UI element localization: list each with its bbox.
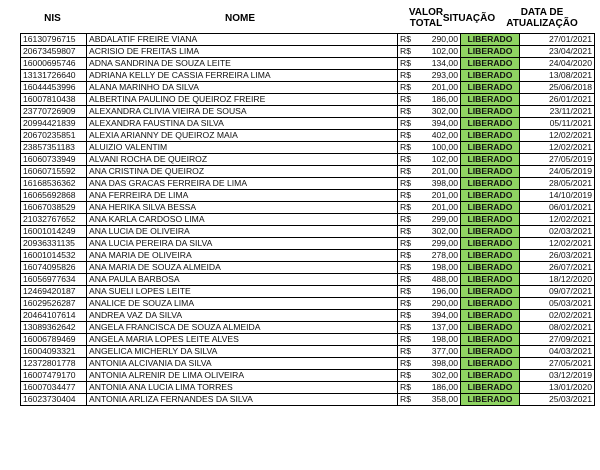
amount: 186,00	[431, 94, 458, 104]
cell-nome: ANA LUCIA DE OLIVEIRA	[87, 226, 398, 238]
cell-situacao-badge: LIBERADO	[461, 46, 520, 58]
amount: 402,00	[431, 130, 458, 140]
cell-data-atualizacao: 03/12/2019	[520, 370, 595, 382]
currency-symbol: R$	[400, 262, 411, 272]
cell-nome: ANA FERREIRA DE LIMA	[87, 190, 398, 202]
table-row	[21, 154, 595, 166]
cell-nis: 16006789469	[21, 334, 87, 346]
table-row	[21, 310, 595, 322]
cell-valor	[398, 238, 461, 250]
table-row	[21, 58, 595, 70]
cell-data-atualizacao: 27/05/2021	[520, 358, 595, 370]
cell-data-atualizacao: 12/02/2021	[520, 130, 595, 142]
currency-symbol: R$	[400, 46, 411, 56]
cell-nis: 16168536362	[21, 178, 87, 190]
cell-data-atualizacao: 27/05/2019	[520, 154, 595, 166]
cell-nis: 16001014532	[21, 250, 87, 262]
cell-nis: 16007810438	[21, 94, 87, 106]
cell-valor	[398, 226, 461, 238]
table-row	[21, 286, 595, 298]
cell-nis: 20994421839	[21, 118, 87, 130]
cell-valor	[398, 154, 461, 166]
table-row	[21, 382, 595, 394]
cell-valor	[398, 190, 461, 202]
currency-symbol: R$	[400, 94, 411, 104]
cell-situacao-badge: LIBERADO	[461, 166, 520, 178]
cell-nome: ANA SUELI LOPES LEITE	[87, 286, 398, 298]
cell-nis: 16130796715	[21, 34, 87, 46]
cell-valor	[398, 346, 461, 358]
table-row	[21, 106, 595, 118]
amount: 186,00	[431, 382, 458, 392]
cell-valor	[398, 250, 461, 262]
cell-situacao-badge: LIBERADO	[461, 154, 520, 166]
cell-nome: ANGELA MARIA LOPES LEITE ALVES	[87, 334, 398, 346]
cell-nome: ACRISIO DE FREITAS LIMA	[87, 46, 398, 58]
table-row	[21, 238, 595, 250]
table-row	[21, 46, 595, 58]
cell-nome: ALEXIA ARIANNY DE QUEIROZ MAIA	[87, 130, 398, 142]
table-row	[21, 70, 595, 82]
amount: 394,00	[431, 118, 458, 128]
amount: 201,00	[431, 190, 458, 200]
cell-situacao-badge: LIBERADO	[461, 34, 520, 46]
cell-data-atualizacao: 23/11/2021	[520, 106, 595, 118]
amount: 290,00	[431, 298, 458, 308]
cell-nis: 12372801778	[21, 358, 87, 370]
cell-nome: ALVANI ROCHA DE QUEIROZ	[87, 154, 398, 166]
cell-nome: ANA MARIA DE SOUZA ALMEIDA	[87, 262, 398, 274]
cell-situacao-badge: LIBERADO	[461, 274, 520, 286]
cell-nis: 16007479170	[21, 370, 87, 382]
cell-situacao-badge: LIBERADO	[461, 250, 520, 262]
cell-situacao-badge: LIBERADO	[461, 286, 520, 298]
header-nis: NIS	[44, 12, 61, 24]
cell-nis: 23857351183	[21, 142, 87, 154]
cell-nis: 13089362642	[21, 322, 87, 334]
currency-symbol: R$	[400, 358, 411, 368]
cell-data-atualizacao: 05/03/2021	[520, 298, 595, 310]
cell-data-atualizacao: 26/01/2021	[520, 94, 595, 106]
cell-situacao-badge: LIBERADO	[461, 298, 520, 310]
cell-nome: ANA PAULA BARBOSA	[87, 274, 398, 286]
cell-situacao-badge: LIBERADO	[461, 310, 520, 322]
table-row	[21, 202, 595, 214]
cell-data-atualizacao: 13/08/2021	[520, 70, 595, 82]
table-body	[21, 34, 595, 406]
cell-valor	[398, 130, 461, 142]
beneficiaries-table	[20, 33, 595, 406]
cell-nis: 20464107614	[21, 310, 87, 322]
table-row	[21, 94, 595, 106]
cell-data-atualizacao: 24/05/2019	[520, 166, 595, 178]
currency-symbol: R$	[400, 178, 411, 188]
cell-nis: 16001014249	[21, 226, 87, 238]
amount: 293,00	[431, 70, 458, 80]
cell-situacao-badge: LIBERADO	[461, 226, 520, 238]
cell-nis: 20670235851	[21, 130, 87, 142]
currency-symbol: R$	[400, 214, 411, 224]
cell-valor	[398, 34, 461, 46]
cell-data-atualizacao: 02/03/2021	[520, 226, 595, 238]
amount: 100,00	[431, 142, 458, 152]
table-header	[20, 4, 580, 32]
cell-nome: ANA HERIKA SILVA BESSA	[87, 202, 398, 214]
cell-valor	[398, 394, 461, 406]
cell-situacao-badge: LIBERADO	[461, 178, 520, 190]
table-row	[21, 370, 595, 382]
cell-valor	[398, 214, 461, 226]
currency-symbol: R$	[400, 298, 411, 308]
currency-symbol: R$	[400, 382, 411, 392]
cell-situacao-badge: LIBERADO	[461, 334, 520, 346]
amount: 290,00	[431, 34, 458, 44]
table-row	[21, 358, 595, 370]
cell-situacao-badge: LIBERADO	[461, 118, 520, 130]
currency-symbol: R$	[400, 70, 411, 80]
cell-nis: 16065692868	[21, 190, 87, 202]
cell-situacao-badge: LIBERADO	[461, 142, 520, 154]
cell-nome: ANTONIA ALCIVANIA DA SILVA	[87, 358, 398, 370]
cell-nome: ANA CRISTINA DE QUEIROZ	[87, 166, 398, 178]
cell-nis: 16023730404	[21, 394, 87, 406]
cell-nis: 16000695746	[21, 58, 87, 70]
table-row	[21, 394, 595, 406]
cell-situacao-badge: LIBERADO	[461, 106, 520, 118]
cell-valor	[398, 310, 461, 322]
currency-symbol: R$	[400, 190, 411, 200]
cell-valor	[398, 178, 461, 190]
cell-data-atualizacao: 27/01/2021	[520, 34, 595, 46]
amount: 134,00	[431, 58, 458, 68]
cell-data-atualizacao: 14/10/2019	[520, 190, 595, 202]
amount: 201,00	[431, 202, 458, 212]
cell-nis: 16060715592	[21, 166, 87, 178]
table-row	[21, 250, 595, 262]
cell-nome: ANA DAS GRACAS FERREIRA DE LIMA	[87, 178, 398, 190]
currency-symbol: R$	[400, 250, 411, 260]
amount: 278,00	[431, 250, 458, 260]
cell-data-atualizacao: 26/07/2021	[520, 262, 595, 274]
amount: 299,00	[431, 238, 458, 248]
cell-valor	[398, 370, 461, 382]
currency-symbol: R$	[400, 274, 411, 284]
amount: 398,00	[431, 178, 458, 188]
header-data-atualizacao: DATA DE ATUALIZAÇÃO	[506, 7, 578, 29]
cell-nome: ANDREA VAZ DA SILVA	[87, 310, 398, 322]
table-row	[21, 322, 595, 334]
cell-valor	[398, 262, 461, 274]
cell-valor	[398, 286, 461, 298]
cell-nome: ANA KARLA CARDOSO LIMA	[87, 214, 398, 226]
cell-situacao-badge: LIBERADO	[461, 382, 520, 394]
cell-nis: 20673459807	[21, 46, 87, 58]
amount: 394,00	[431, 310, 458, 320]
cell-situacao-badge: LIBERADO	[461, 358, 520, 370]
cell-valor	[398, 358, 461, 370]
cell-nis: 12469420187	[21, 286, 87, 298]
cell-situacao-badge: LIBERADO	[461, 82, 520, 94]
cell-nis: 16044453996	[21, 82, 87, 94]
amount: 198,00	[431, 262, 458, 272]
currency-symbol: R$	[400, 394, 411, 404]
currency-symbol: R$	[400, 154, 411, 164]
cell-nome: ALUIZIO VALENTIM	[87, 142, 398, 154]
cell-valor	[398, 382, 461, 394]
currency-symbol: R$	[400, 226, 411, 236]
cell-nome: ALEXANDRA FAUSTINA DA SILVA	[87, 118, 398, 130]
amount: 201,00	[431, 166, 458, 176]
cell-situacao-badge: LIBERADO	[461, 190, 520, 202]
amount: 302,00	[431, 370, 458, 380]
amount: 488,00	[431, 274, 458, 284]
cell-nome: ANA LUCIA PEREIRA DA SILVA	[87, 238, 398, 250]
amount: 198,00	[431, 334, 458, 344]
cell-data-atualizacao: 26/03/2021	[520, 250, 595, 262]
cell-valor	[398, 202, 461, 214]
amount: 201,00	[431, 82, 458, 92]
cell-nome: ANGELICA MICHERLY DA SILVA	[87, 346, 398, 358]
cell-valor	[398, 82, 461, 94]
table-row	[21, 346, 595, 358]
cell-data-atualizacao: 12/02/2021	[520, 214, 595, 226]
cell-nis: 16060733949	[21, 154, 87, 166]
table-row	[21, 214, 595, 226]
cell-nome: ADNA SANDRINA DE SOUZA LEITE	[87, 58, 398, 70]
currency-symbol: R$	[400, 370, 411, 380]
cell-nome: ALANA MARINHO DA SILVA	[87, 82, 398, 94]
cell-valor	[398, 106, 461, 118]
currency-symbol: R$	[400, 106, 411, 116]
currency-symbol: R$	[400, 166, 411, 176]
table-row	[21, 142, 595, 154]
amount: 102,00	[431, 46, 458, 56]
cell-nome: ANALICE DE SOUZA LIMA	[87, 298, 398, 310]
table-row	[21, 118, 595, 130]
header-nome: NOME	[225, 12, 255, 24]
cell-situacao-badge: LIBERADO	[461, 130, 520, 142]
currency-symbol: R$	[400, 130, 411, 140]
table-row	[21, 130, 595, 142]
currency-symbol: R$	[400, 58, 411, 68]
cell-data-atualizacao: 06/01/2021	[520, 202, 595, 214]
amount: 196,00	[431, 286, 458, 296]
table-row	[21, 274, 595, 286]
currency-symbol: R$	[400, 286, 411, 296]
table-row	[21, 178, 595, 190]
cell-situacao-badge: LIBERADO	[461, 394, 520, 406]
table-row	[21, 166, 595, 178]
cell-nome: ANGELA FRANCISCA DE SOUZA ALMEIDA	[87, 322, 398, 334]
cell-data-atualizacao: 08/02/2021	[520, 322, 595, 334]
amount: 102,00	[431, 154, 458, 164]
cell-nis: 16074095826	[21, 262, 87, 274]
cell-data-atualizacao: 25/03/2021	[520, 394, 595, 406]
cell-nome: ANTONIA ANA LUCIA LIMA TORRES	[87, 382, 398, 394]
cell-valor	[398, 94, 461, 106]
table-row	[21, 262, 595, 274]
table-row	[21, 82, 595, 94]
cell-data-atualizacao: 13/01/2020	[520, 382, 595, 394]
cell-data-atualizacao: 27/09/2021	[520, 334, 595, 346]
amount: 377,00	[431, 346, 458, 356]
cell-situacao-badge: LIBERADO	[461, 58, 520, 70]
cell-data-atualizacao: 25/06/2018	[520, 82, 595, 94]
currency-symbol: R$	[400, 202, 411, 212]
cell-data-atualizacao: 12/02/2021	[520, 238, 595, 250]
cell-data-atualizacao: 09/07/2021	[520, 286, 595, 298]
currency-symbol: R$	[400, 346, 411, 356]
currency-symbol: R$	[400, 322, 411, 332]
amount: 299,00	[431, 214, 458, 224]
cell-data-atualizacao: 23/04/2021	[520, 46, 595, 58]
cell-valor	[398, 274, 461, 286]
cell-valor	[398, 142, 461, 154]
cell-situacao-badge: LIBERADO	[461, 202, 520, 214]
cell-data-atualizacao: 05/11/2021	[520, 118, 595, 130]
cell-valor	[398, 46, 461, 58]
cell-nis: 16067038529	[21, 202, 87, 214]
cell-valor	[398, 334, 461, 346]
cell-nis: 16004093321	[21, 346, 87, 358]
amount: 302,00	[431, 226, 458, 236]
cell-situacao-badge: LIBERADO	[461, 70, 520, 82]
currency-symbol: R$	[400, 334, 411, 344]
cell-situacao-badge: LIBERADO	[461, 370, 520, 382]
cell-situacao-badge: LIBERADO	[461, 322, 520, 334]
table-row	[21, 298, 595, 310]
cell-situacao-badge: LIBERADO	[461, 238, 520, 250]
amount: 358,00	[431, 394, 458, 404]
currency-symbol: R$	[400, 82, 411, 92]
currency-symbol: R$	[400, 34, 411, 44]
currency-symbol: R$	[400, 238, 411, 248]
cell-valor	[398, 322, 461, 334]
header-valor-total: VALOR TOTAL	[408, 7, 444, 29]
table-row	[21, 190, 595, 202]
cell-nis: 21032767652	[21, 214, 87, 226]
cell-situacao-badge: LIBERADO	[461, 94, 520, 106]
cell-nis: 13131726640	[21, 70, 87, 82]
cell-valor	[398, 58, 461, 70]
cell-data-atualizacao: 24/04/2020	[520, 58, 595, 70]
table-row	[21, 334, 595, 346]
cell-nome: ALEXANDRA CLIVIA VIEIRA DE SOUSA	[87, 106, 398, 118]
cell-nome: ANA MARIA DE OLIVEIRA	[87, 250, 398, 262]
cell-data-atualizacao: 28/05/2021	[520, 178, 595, 190]
cell-situacao-badge: LIBERADO	[461, 262, 520, 274]
table-row	[21, 34, 595, 46]
cell-nis: 20936331135	[21, 238, 87, 250]
cell-nis: 16029526287	[21, 298, 87, 310]
amount: 398,00	[431, 358, 458, 368]
amount: 302,00	[431, 106, 458, 116]
currency-symbol: R$	[400, 118, 411, 128]
amount: 137,00	[431, 322, 458, 332]
cell-valor	[398, 70, 461, 82]
cell-nis: 16056977634	[21, 274, 87, 286]
table-row	[21, 226, 595, 238]
currency-symbol: R$	[400, 310, 411, 320]
header-situacao: SITUAÇÃO	[442, 12, 496, 24]
cell-valor	[398, 298, 461, 310]
cell-data-atualizacao: 04/03/2021	[520, 346, 595, 358]
cell-nome: ANTONIA ALRENIR DE LIMA OLIVEIRA	[87, 370, 398, 382]
cell-nome: ALBERTINA PAULINO DE QUEIROZ FREIRE	[87, 94, 398, 106]
cell-nome: ADRIANA KELLY DE CASSIA FERREIRA LIMA	[87, 70, 398, 82]
cell-valor	[398, 166, 461, 178]
cell-nis: 23770726909	[21, 106, 87, 118]
cell-valor	[398, 118, 461, 130]
cell-data-atualizacao: 12/02/2021	[520, 142, 595, 154]
currency-symbol: R$	[400, 142, 411, 152]
cell-nis: 16007034477	[21, 382, 87, 394]
cell-data-atualizacao: 02/02/2021	[520, 310, 595, 322]
cell-nome: ABDALATIF FREIRE VIANA	[87, 34, 398, 46]
cell-situacao-badge: LIBERADO	[461, 214, 520, 226]
cell-data-atualizacao: 18/12/2020	[520, 274, 595, 286]
cell-nome: ANTONIA ARLIZA FERNANDES DA SILVA	[87, 394, 398, 406]
cell-situacao-badge: LIBERADO	[461, 346, 520, 358]
